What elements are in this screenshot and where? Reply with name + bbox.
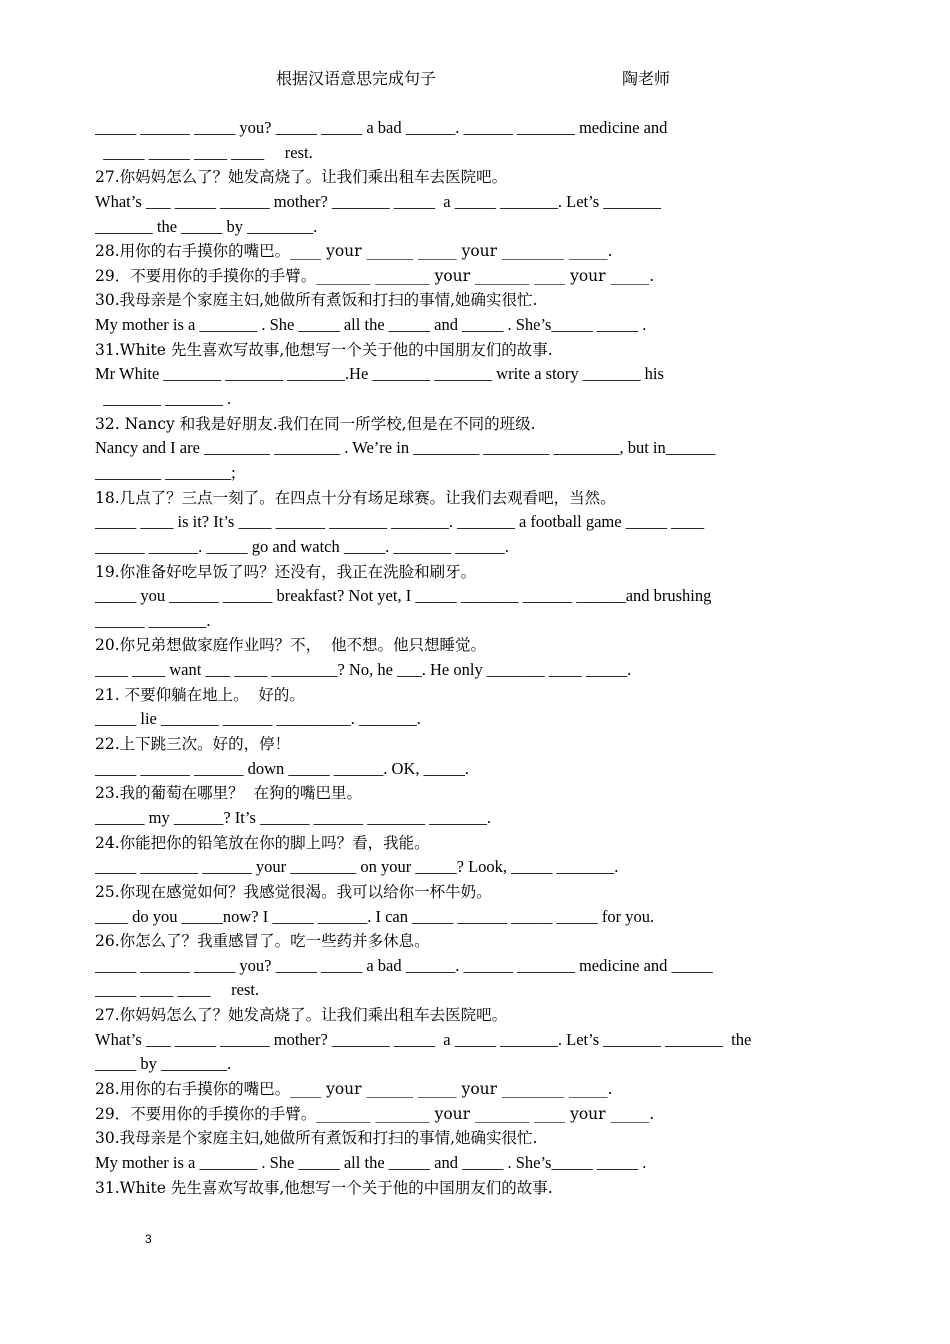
teacher-name: 陶老师: [622, 69, 671, 88]
exercise-line: 22.上下跳三次。好的，停！: [95, 735, 291, 754]
exercise-line: 26.你怎么了？我重感冒了。吃一些药并多休息。: [95, 932, 430, 951]
exercise-line: What’s ___ _____ ______ mother? _______ _____ a _____ _______. Let’s _______ _______ the: [95, 1029, 752, 1049]
exercise-line: Mr White _______ _______ _______.He _______ _______ write a story _______ his: [95, 364, 664, 384]
exercise-line: 30.我母亲是个家庭主妇,她做所有煮饭和打扫的事情,她确实很忙.: [95, 1129, 538, 1148]
exercise-line: 23.我的葡萄在哪里？ 在狗的嘴巴里。: [95, 784, 363, 803]
exercise-line: _______ _______ .: [95, 389, 232, 409]
exercise-line: ________ ________;: [95, 462, 236, 482]
exercise-line: _____ you ______ ______ breakfast? Not yet, I _____ _______ ______ ______and brushing: [95, 586, 712, 606]
exercise-line: ______ _______.: [95, 610, 211, 630]
exercise-line: _____ ______ _____ you? _____ _____ a bad ______. ______ _______ medicine and _____: [95, 955, 713, 975]
exercise-line: _______ the _____ by ________.: [95, 216, 318, 236]
exercise-line: ______ ______. _____ go and watch _____. _______ ______.: [95, 536, 509, 556]
exercise-line: 27.你妈妈怎么了？她发高烧了。让我们乘出租车去医院吧。: [95, 168, 508, 187]
exercise-line: 32. Nancy 和我是好朋友.我们在同一所学校,但是在不同的班级.: [95, 414, 536, 433]
page-number: 3: [145, 1232, 152, 1246]
exercise-line: _____ ______ ______ down _____ ______. OK, _____.: [95, 758, 469, 778]
exercise-line: _____ _____ ____ ____ rest.: [95, 142, 313, 162]
exercise-line: 27.你妈妈怎么了？她发高烧了。让我们乘出租车去医院吧。: [95, 1006, 508, 1025]
exercise-line: _____ ____ ____ rest.: [95, 980, 260, 1000]
exercise-body: [95, 116, 855, 1200]
exercise-line: ____ ____ want ___ ____ ________? No, he ___. He only _______ ____ _____.: [95, 660, 632, 680]
exercise-line: _____ lie _______ ______ _________. _______.: [95, 709, 421, 729]
exercise-line: _____ by ________.: [95, 1054, 232, 1074]
exercise-line: 28.用你的右手摸你的嘴巴。____ your ______ _____ your ________ _____.: [95, 1079, 613, 1098]
exercise-line: _____ _______ ______ your ________ on your _____? Look, _____ _______.: [95, 857, 619, 877]
exercise-line: 19.你准备好吃早饭了吗？还没有，我正在洗脸和刷牙。: [95, 562, 477, 581]
exercise-line: ____ do you _____now? I _____ ______. I can _____ ______ _____ _____ for you.: [95, 906, 655, 926]
exercise-line: 30.我母亲是个家庭主妇,她做所有煮饭和打扫的事情,她确实很忙.: [95, 291, 538, 310]
exercise-line: 25.你现在感觉如何？我感觉很渴。我可以给你一杯牛奶。: [95, 882, 492, 901]
exercise-line: 31.White 先生喜欢写故事,他想写一个关于他的中国朋友们的故事.: [95, 1178, 553, 1197]
exercise-line: _____ ______ _____ you? _____ _____ a bad ______. ______ _______ medicine and: [95, 118, 668, 137]
exercise-line: My mother is a _______ . She _____ all the _____ and _____ . She’s_____ _____ .: [95, 315, 647, 335]
exercise-line: 20.你兄弟想做家庭作业吗？不， 他不想。他只想睡觉。: [95, 636, 487, 655]
exercise-line: 24.你能把你的铅笔放在你的脚上吗？看，我能。: [95, 833, 430, 852]
exercise-line: Nancy and I are ________ ________ . We’re in ________ ________ ________, but in______: [95, 438, 716, 458]
exercise-line: _____ ____ is it? It’s ____ ______ _______ _______. _______ a football game _____ ____: [95, 512, 705, 532]
exercise-line: ______ my ______? It’s ______ ______ _______ _______.: [95, 807, 491, 827]
exercise-line: 28.用你的右手摸你的嘴巴。____ your ______ _____ your ________ _____.: [95, 242, 613, 261]
exercise-line: 21. 不要仰躺在地上。 好的。: [95, 685, 305, 704]
exercise-line: 18.几点了？三点一刻了。在四点十分有场足球赛。让我们去观看吧，当然。: [95, 488, 616, 507]
worksheet-title: 根据汉语意思完成句子: [276, 69, 437, 88]
exercise-line: My mother is a _______ . She _____ all the _____ and _____ . She’s_____ _____ .: [95, 1152, 647, 1172]
exercise-line: 31.White 先生喜欢写故事,他想写一个关于他的中国朋友们的故事.: [95, 340, 553, 359]
page-header: [0, 66, 950, 92]
exercise-line: 29．不要用你的手摸你的手臂。_______ _______ your _______ ____ your _____.: [95, 266, 655, 285]
exercise-line: What’s ___ _____ ______ mother? _______ _____ a _____ _______. Let’s _______: [95, 191, 661, 211]
exercise-line: 29．不要用你的手摸你的手臂。_______ _______ your _______ ____ your _____.: [95, 1104, 655, 1123]
